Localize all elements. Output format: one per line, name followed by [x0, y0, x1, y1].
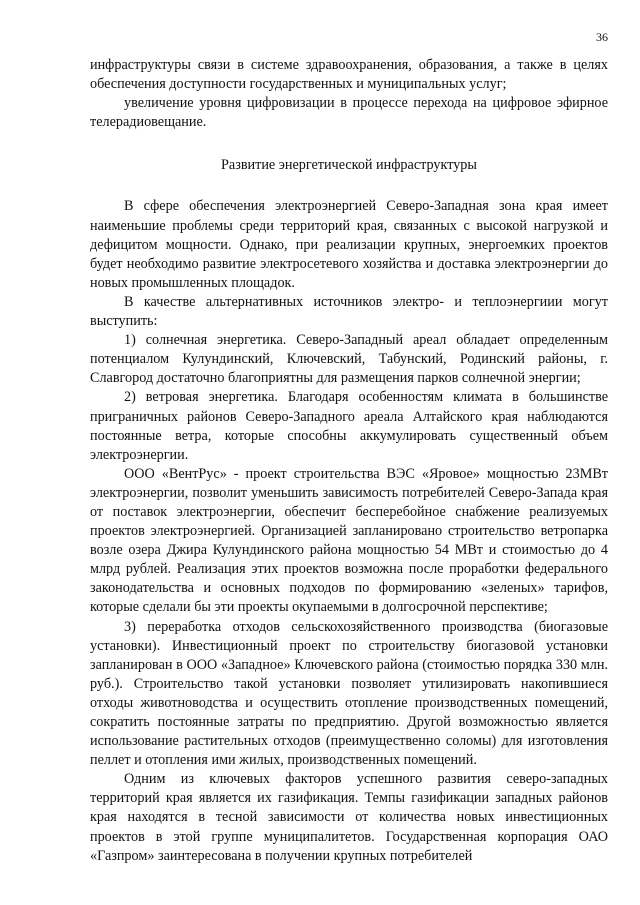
paragraph: В сфере обеспечения электроэнергией Северо-Западная зона края имеет наименьшие проблемы среди территорий края, связанных с высокой нагрузкой и дефицитом мощности. Однако, при реализации крупных, энергоемких проектов будет необходимо развитие электросетевого хозяйства и доставка электроэнергии до новых промышленных площадок. [90, 198, 608, 291]
paragraph: увеличение уровня цифровизации в процессе перехода на цифровое эфирное телерадиовещание. [90, 95, 608, 131]
paragraph: 1) солнечная энергетика. Северо-Западный ареал обладает определенным потенциалом Кулундинский, Ключевский, Табунский, Родинский районы, г. Славгород достаточно благоприятны для размещения парков солнечной энергии; [90, 332, 608, 387]
section-title: Развитие энергетической инфраструктуры [221, 157, 477, 174]
paragraph: 3) переработка отходов сельскохозяйственного производства (биогазовые установки). Инвестиционный проект по строительству биогазовой установки запланирован в ООО «Западное» Ключевского района (стоимостью порядка 330 млн. руб.). Строительство такой установки позволяет утилизировать накопившиеся отходы животноводства и осуществить отопление производственных помещений, сократить постоянные затраты по предприятию. Другой возможностью является использование растительных отходов (преимущественно соломы) для изготовления пеллет и отопления ими жилых, производственных помещений. [90, 618, 608, 769]
paragraph: 2) ветровая энергетика. Благодаря особенностям климата в большинстве приграничных районов Северо-Западного ареала Алтайского края наблюдаются постоянные ветра, которые способны аккумулировать существенный объем электроэнергии. [90, 389, 608, 463]
document-body [90, 56, 608, 866]
page-number: 36 [596, 30, 608, 44]
paragraph: ООО «ВентРус» - проект строительства ВЭС «Яровое» мощностью 23МВт электроэнергии, позволит уменьшить зависимость потребителей Северо-Запада края от поставок электроэнергии, обеспечит бесперебойное снабжение реализуемых проектов электроэнергией. Организацией запланировано строительство ветропарка возле озера Джира Кулундинского района мощностью 54 МВт и стоимостью до 4 млрд рублей. Реализация этих проектов возможна после проработки федерального законодательства и основных подходов по формированию «зеленых» тарифов, которые сделали бы эти проекты окупаемыми в долгосрочной перспективе; [90, 465, 608, 616]
paragraph: инфраструктуры связи в системе здравоохранения, образования, а также в целях обеспечения доступности государственных и муниципальных услуг; [90, 57, 608, 93]
paragraph: В качестве альтернативных источников электро- и теплоэнергиии могут выступить: [90, 293, 608, 330]
paragraph: Одним из ключевых факторов успешного развития северо-западных территорий края является их газификация. Темпы газификации западных районов края находятся в тесной зависимости от количества новых инвестиционных проектов в этой группе муниципалитетов. Государственная корпорация ОАО «Газпром» заинтересована в получении крупных потребителей [90, 771, 608, 864]
